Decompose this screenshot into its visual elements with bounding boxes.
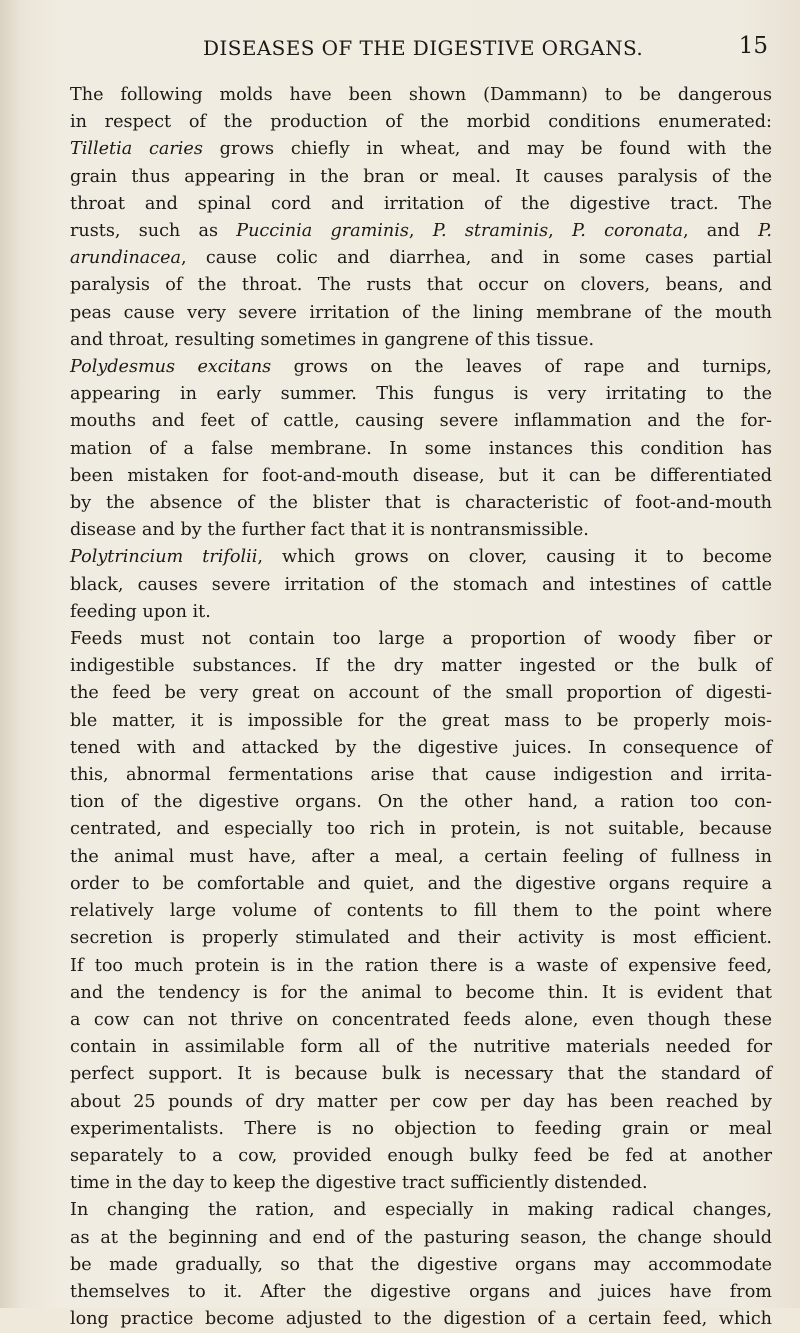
text-line bbox=[58, 463, 772, 490]
text-run: peas cause very severe irritation of the lining membrane of the mouth bbox=[70, 302, 772, 323]
text-line bbox=[58, 245, 772, 272]
text-run: tion of the digestive organs. On the other hand, a ration too con- bbox=[70, 792, 772, 813]
text-run: paralysis of the throat. The rusts that occur on clovers, beans, and bbox=[70, 275, 772, 296]
text-line bbox=[58, 871, 772, 898]
text-line bbox=[58, 1279, 772, 1306]
text-line bbox=[58, 1116, 772, 1143]
text-line bbox=[58, 544, 772, 571]
text-run: perfect support. It is because bulk is necessary that the standard of bbox=[70, 1064, 772, 1085]
text-run: grows chiefly in wheat, and may be found with the bbox=[202, 139, 772, 160]
text-line bbox=[58, 1197, 772, 1224]
text-line bbox=[58, 708, 772, 735]
text-run: order to be comfortable and quiet, and the digestive organs require a bbox=[70, 873, 772, 894]
text-run: be made gradually, so that the digestive organs may accommodate bbox=[70, 1254, 772, 1275]
italic-term: P. straminis bbox=[432, 221, 549, 242]
text-run: tened with and attacked by the digestive juices. In consequence of bbox=[70, 737, 772, 758]
text-line bbox=[58, 1089, 772, 1116]
text-line bbox=[58, 517, 772, 544]
text-line bbox=[58, 1034, 772, 1061]
paragraph bbox=[58, 544, 772, 626]
text-line bbox=[58, 436, 772, 463]
text-line bbox=[58, 327, 772, 354]
text-run: relatively large volume of contents to fill them to the point where bbox=[70, 901, 772, 922]
text-run: in respect of the production of the morbid conditions enumerated: bbox=[70, 112, 772, 133]
text-run: disease and by the further fact that it is nontransmissible. bbox=[70, 520, 589, 541]
text-run: contain in assimilable form all of the nutritive materials needed for bbox=[70, 1037, 772, 1058]
text-line bbox=[58, 408, 772, 435]
text-run: indigestible substances. If the dry matter ingested or the bulk of bbox=[70, 656, 772, 677]
text-run: rusts, such as bbox=[70, 221, 237, 242]
text-run: , bbox=[548, 221, 572, 242]
text-run: centrated, and especially too rich in protein, is not suitable, because bbox=[70, 819, 772, 840]
text-run: this, abnormal fermentations arise that cause indigestion and irrita- bbox=[70, 765, 772, 786]
text-run: a cow can not thrive on concentrated feeds alone, even though these bbox=[70, 1009, 772, 1030]
italic-term: Polydesmus excitans bbox=[70, 357, 272, 378]
text-line bbox=[58, 1225, 772, 1252]
text-run: feeding upon it. bbox=[70, 601, 211, 622]
text-run: mation of a false membrane. In some instances this condition has bbox=[70, 438, 772, 459]
text-line bbox=[58, 789, 772, 816]
text-line bbox=[58, 354, 772, 381]
text-run: by the absence of the blister that is characteristic of foot-and-mouth bbox=[70, 493, 772, 514]
italic-term: P. coronata bbox=[572, 221, 683, 242]
text-line bbox=[58, 164, 772, 191]
paragraph bbox=[58, 82, 772, 354]
text-line bbox=[58, 572, 772, 599]
text-line bbox=[58, 381, 772, 408]
text-run: Feeds must not contain too large a proportion of woody fiber or bbox=[70, 629, 772, 650]
text-line bbox=[58, 191, 772, 218]
text-line bbox=[58, 925, 772, 952]
text-line bbox=[58, 1252, 772, 1279]
text-run: about 25 pounds of dry matter per cow per day has been reached by bbox=[70, 1091, 772, 1112]
text-line bbox=[58, 1007, 772, 1034]
text-run: separately to a cow, provided enough bulky feed be fed at another bbox=[70, 1145, 772, 1166]
text-run: ble matter, it is impossible for the great mass to be properly mois- bbox=[70, 710, 772, 731]
text-run: and throat, resulting sometimes in gangrene of this tissue. bbox=[70, 329, 595, 350]
italic-term: Puccinia graminis bbox=[236, 221, 409, 242]
text-run: , and bbox=[682, 221, 759, 242]
italic-term: P. bbox=[758, 221, 772, 242]
text-run: and the tendency is for the animal to become thin. It is evident that bbox=[70, 982, 772, 1003]
text-run: the feed be very great on account of the small proportion of digesti- bbox=[70, 683, 772, 704]
text-line bbox=[58, 680, 772, 707]
text-line bbox=[58, 136, 772, 163]
text-line bbox=[58, 109, 772, 136]
running-head bbox=[58, 33, 768, 66]
text-line bbox=[58, 490, 772, 517]
text-line bbox=[58, 1061, 772, 1088]
paragraph bbox=[58, 1197, 772, 1333]
text-run: black, causes severe irritation of the stomach and intestines of cattle bbox=[70, 574, 772, 595]
text-line bbox=[58, 762, 772, 789]
text-run: experimentalists. There is no objection to feeding grain or meal bbox=[70, 1118, 772, 1139]
text-line bbox=[58, 272, 772, 299]
text-line bbox=[58, 653, 772, 680]
text-run: mouths and feet of cattle, causing severe inflammation and the for- bbox=[70, 411, 772, 432]
text-run: as at the beginning and end of the pasturing season, the change should bbox=[70, 1227, 772, 1248]
italic-term: arundinacea bbox=[70, 248, 182, 269]
text-line bbox=[58, 218, 772, 245]
text-line bbox=[58, 816, 772, 843]
paragraph bbox=[58, 354, 772, 544]
text-line bbox=[58, 735, 772, 762]
text-run: In changing the ration, and especially in making radical changes, bbox=[70, 1200, 772, 1221]
text-run: , bbox=[408, 221, 433, 242]
text-run: grows on the leaves of rape and turnips, bbox=[271, 357, 773, 378]
text-run: If too much protein is in the ration there is a waste of expensive feed, bbox=[70, 955, 772, 976]
page-number: 15 bbox=[738, 33, 768, 59]
text-line bbox=[58, 953, 772, 980]
running-title: DISEASES OF THE DIGESTIVE ORGANS. bbox=[203, 36, 644, 60]
text-line bbox=[58, 626, 772, 653]
text-run: been mistaken for foot-and-mouth disease, but it can be differentiated bbox=[70, 465, 772, 486]
text-run: time in the day to keep the digestive tract sufficiently distended. bbox=[70, 1173, 648, 1194]
text-line bbox=[58, 82, 772, 109]
text-run: the animal must have, after a meal, a certain feeling of fullness in bbox=[70, 846, 772, 867]
text-run: throat and spinal cord and irritation of the digestive tract. The bbox=[70, 193, 772, 214]
body-text bbox=[58, 82, 772, 1333]
text-line bbox=[58, 898, 772, 925]
text-run: appearing in early summer. This fungus is very irritating to the bbox=[70, 384, 772, 405]
italic-term: Polytrincium trifolii bbox=[70, 547, 258, 568]
italic-term: Tilletia caries bbox=[70, 139, 203, 160]
text-run: long practice become adjusted to the digestion of a certain feed, which bbox=[70, 1309, 772, 1330]
text-line bbox=[58, 844, 772, 871]
text-line bbox=[58, 1143, 772, 1170]
text-run: The following molds have been shown (Dammann) to be dangerous bbox=[70, 85, 772, 105]
text-run: secretion is properly stimulated and their activity is most efficient. bbox=[70, 928, 772, 949]
text-run: , cause colic and diarrhea, and in some cases partial bbox=[181, 248, 772, 269]
text-run: grain thus appearing in the bran or meal. It causes paralysis of the bbox=[70, 166, 772, 187]
text-line bbox=[58, 1170, 772, 1197]
text-line bbox=[58, 300, 772, 327]
text-run: themselves to it. After the digestive organs and juices have from bbox=[70, 1281, 772, 1302]
text-run: , which grows on clover, causing it to become bbox=[257, 547, 772, 568]
text-line bbox=[58, 1306, 772, 1333]
paragraph bbox=[58, 626, 772, 1197]
text-line bbox=[58, 980, 772, 1007]
text-line bbox=[58, 599, 772, 626]
